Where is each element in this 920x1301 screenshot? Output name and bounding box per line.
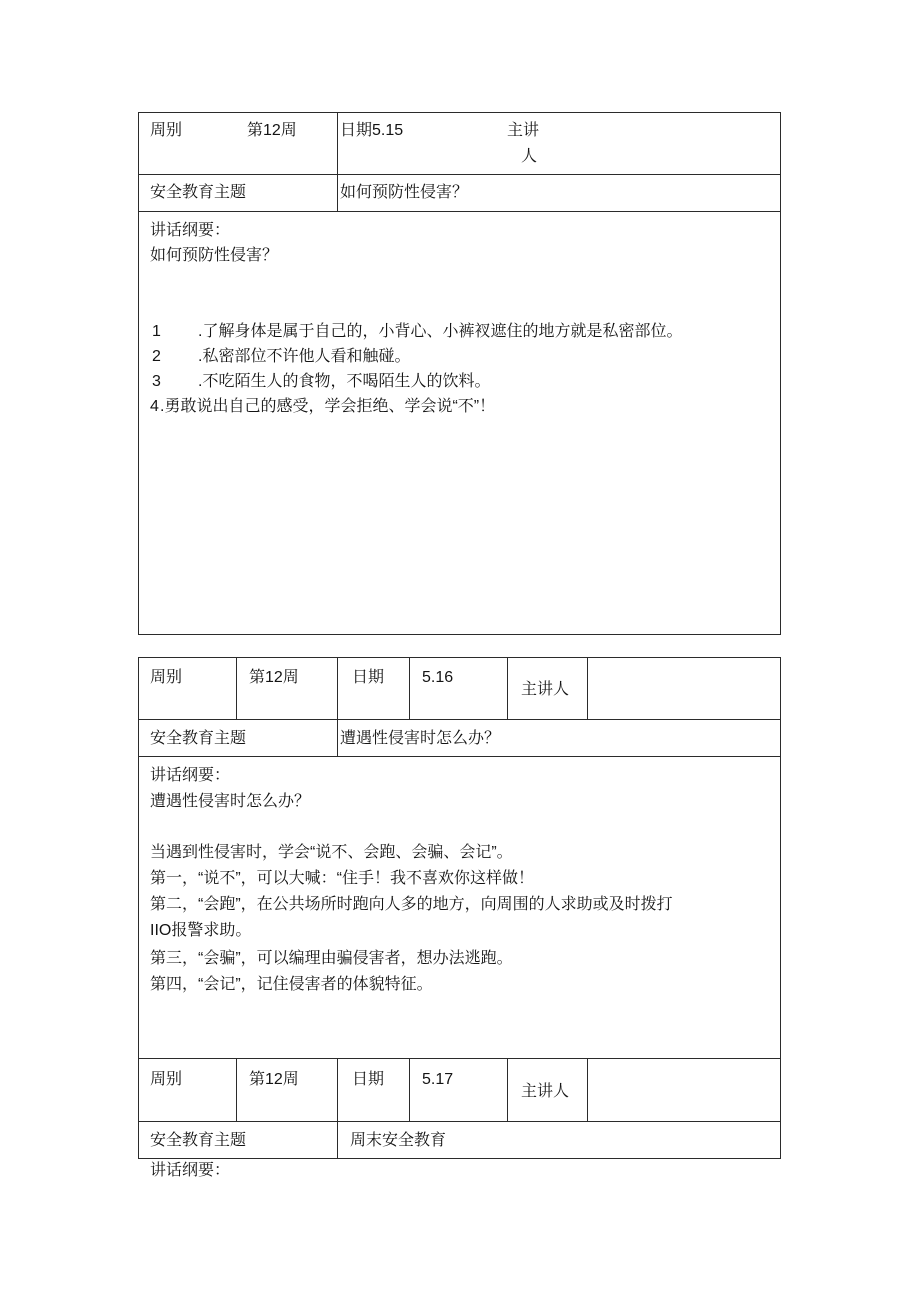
table-rule xyxy=(138,756,781,757)
table-rule xyxy=(337,1121,338,1158)
table-rule xyxy=(236,657,237,719)
table-rule xyxy=(337,719,338,756)
table-rule xyxy=(337,657,338,719)
outline-line: 第三，“会骗”，可以编理由骗侵害者，想办法逃跑。 xyxy=(150,950,513,967)
table-rule xyxy=(507,1058,508,1121)
week-label: 周别 xyxy=(150,669,183,686)
outline-line: 第四，“会记”，记住侵害者的体貌特征。 xyxy=(150,976,433,993)
week-value: 第12周 xyxy=(247,122,297,139)
topic-value: 遭遇性侵害时怎么办？ xyxy=(340,730,501,747)
outline-label: 讲话纲要： xyxy=(150,767,231,784)
topic-label: 安全教育主题 xyxy=(150,184,247,201)
point-number: 3 xyxy=(152,373,161,390)
point-text: .勇敢说出自己的感受，学会拒绝、学会说“不”！ xyxy=(160,398,496,415)
table-rule xyxy=(236,1058,237,1121)
outline-line: 当遇到性侵害时，学会“说不、会跑、会骗、会记”。 xyxy=(150,844,513,861)
speaker-label: 主讲人 xyxy=(521,681,570,698)
speaker-label: 主讲人 xyxy=(521,1083,570,1100)
table-rule xyxy=(138,1058,781,1059)
point-text: .了解身体是属于自己的，小背心、小裤衩遮住的地方就是私密部位。 xyxy=(198,323,683,340)
week-value: 第12周 xyxy=(249,1071,299,1088)
table-rule xyxy=(138,174,781,175)
table-rule xyxy=(587,1058,588,1121)
week-label: 周别 xyxy=(150,122,183,139)
date-value: 5.16 xyxy=(422,669,454,686)
date-value: 5.15 xyxy=(372,122,404,139)
point-number: 1 xyxy=(152,323,161,340)
date-label: 日期 xyxy=(352,669,385,686)
table-rule xyxy=(337,1058,338,1121)
date-label: 日期 xyxy=(352,1071,385,1088)
speaker-label: 人 xyxy=(521,148,538,165)
topic-label: 安全教育主题 xyxy=(150,1132,247,1149)
outline-label: 讲话纲要： xyxy=(150,222,231,239)
week-value: 第12周 xyxy=(249,669,299,686)
outline-title: 遭遇性侵害时怎么办？ xyxy=(150,793,311,810)
topic-value: 如何预防性侵害？ xyxy=(340,184,469,201)
point-text: .私密部位不许他人看和触碰。 xyxy=(198,348,411,365)
outline-line: IIO报警求助。 xyxy=(150,922,252,939)
table-rule xyxy=(138,211,781,212)
table-rule xyxy=(587,657,588,719)
table-rule xyxy=(138,719,781,720)
date-value: 5.17 xyxy=(422,1071,454,1088)
topic-value: 周末安全教育 xyxy=(350,1132,447,1149)
week-label: 周别 xyxy=(150,1071,183,1088)
outline-line: 第二，“会跑”，在公共场所时跑向人多的地方，向周围的人求助或及时拨打 xyxy=(150,896,673,913)
point-text: .不吃陌生人的食物，不喝陌生人的饮料。 xyxy=(198,373,491,390)
speaker-label: 主讲 xyxy=(507,122,540,139)
outline-label: 讲话纲要： xyxy=(150,1162,231,1179)
table-rule xyxy=(409,1058,410,1121)
table-rule xyxy=(409,657,410,719)
table-rule xyxy=(337,112,338,211)
table-rule xyxy=(507,657,508,719)
topic-label: 安全教育主题 xyxy=(150,730,247,747)
table-rule xyxy=(138,1121,781,1122)
outline-line: 第一，“说不”，可以大喊：“住手！我不喜欢你这样做！ xyxy=(150,870,534,887)
outline-title: 如何预防性侵害？ xyxy=(150,247,279,264)
point-number: 2 xyxy=(152,348,161,365)
date-label: 日期 xyxy=(340,122,373,139)
point-number: 4 xyxy=(150,398,159,415)
